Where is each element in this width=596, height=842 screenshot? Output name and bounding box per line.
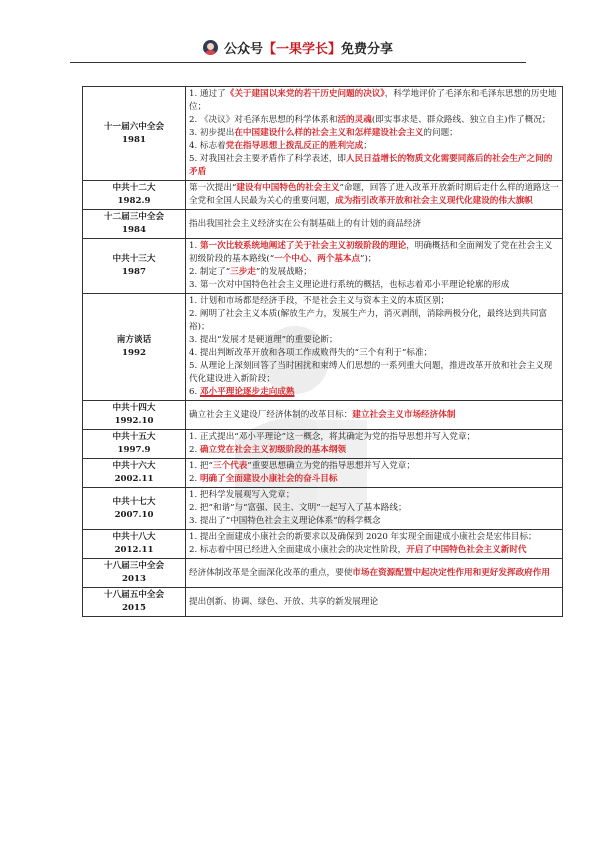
event-year: 2015 (122, 603, 146, 613)
history-table (82, 86, 563, 617)
content-cell (186, 559, 563, 588)
event-year: 2013 (122, 574, 146, 584)
event-cell (83, 530, 186, 559)
content-line (189, 531, 559, 544)
body-text: 第一次提出“ (189, 183, 237, 193)
event-cell (83, 239, 186, 294)
highlight-text: 开启了中国特色社会主义新时代 (406, 545, 527, 555)
body-text: 6. (189, 387, 200, 397)
body-text: 4. 提出判断改革开放和各项工作成败得失的“三个有利于”标准； (189, 348, 433, 358)
body-text: 4. 标志着 (189, 141, 226, 151)
content-line (189, 502, 559, 515)
event-name: 十二届三中全会 (103, 212, 165, 222)
event-name: 中共十三大 (112, 254, 156, 264)
body-text: 2. 阐明了社会主义本质(解放生产力，发展生产力，消灭剥削，消除两极分化，最终达到共同富裕)； (189, 309, 548, 332)
content-cell (186, 488, 563, 530)
header-highlight: 【一果学长】 (262, 41, 341, 57)
table-row (83, 530, 563, 559)
event-cell (83, 559, 186, 588)
highlight-text: 三步走 (230, 267, 256, 277)
event-cell (83, 87, 186, 181)
event-cell (83, 430, 186, 459)
table-row (83, 294, 563, 401)
highlight-text: 确立党在社会主义初级阶段的基本纲领 (199, 445, 347, 455)
event-year: 1981 (122, 134, 146, 145)
event-name: 中共十五大 (112, 432, 156, 442)
content-cell (186, 181, 563, 210)
event-name: 十一届六中全会 (103, 121, 165, 132)
content-cell (186, 294, 563, 401)
highlight-text: 建设有中国特色的社会主义 (236, 183, 340, 193)
body-text: 3. 提出“发展才是硬道理”的重要论断； (189, 335, 338, 345)
highlight-text: 《关于建国以来党的若干历史问题的决议》 (225, 89, 385, 99)
content-line (189, 460, 559, 473)
content-line (189, 347, 559, 360)
event-year: 2002.11 (114, 474, 154, 484)
event-year: 2007.10 (114, 509, 154, 520)
event-cell (83, 588, 186, 617)
body-text: 提出创新、协调、绿色、开放、共享的新发展理论 (189, 596, 379, 607)
event-cell (83, 294, 186, 401)
body-text: (即实事求是、群众路线、独立自主)作了概况； (371, 115, 551, 125)
highlight-text: 市场在资源配置中起决定性作用和更好发挥政府作用 (352, 567, 550, 578)
table-row (83, 430, 563, 459)
event-cell (83, 401, 186, 430)
content-cell (186, 210, 563, 239)
table-row (83, 488, 563, 530)
body-text: 1. 把“ (189, 461, 213, 471)
event-year: 1984 (122, 225, 146, 235)
event-name: 中共十八大 (112, 532, 156, 542)
event-year: 1992 (122, 348, 146, 358)
event-cell (83, 488, 186, 530)
content-line (189, 360, 559, 386)
body-text: ，科学地评价了毛泽东和毛泽东思想的历史地位； (189, 89, 557, 112)
body-text: 1. 通过了 (189, 89, 226, 99)
event-year: 2012.11 (114, 545, 154, 555)
content-cell (186, 239, 563, 294)
highlight-text: 人民日益增长的物质文化需要同落后的社会生产之间的矛盾 (189, 154, 553, 177)
table-row (83, 588, 563, 617)
table-row (83, 459, 563, 488)
body-text: ； (363, 141, 372, 151)
event-name: 中共十七大 (112, 496, 156, 507)
content-line (189, 88, 559, 114)
body-text: 3. 第一次对中国特色社会主义理论进行系统的概括，也标志着邓小平理论轮廓的形成 (189, 280, 510, 290)
body-text: 3. 初步提出 (189, 128, 235, 138)
content-line (189, 567, 559, 580)
content-line (189, 114, 559, 127)
body-text: ”命题，回答了进入改革开放新时期后走什么样的道路这一全党和全国人民最为关心的重要问题， (189, 183, 559, 206)
highlight-text: 一个中心、两个基本点 (274, 254, 361, 264)
event-year: 1982.9 (117, 196, 151, 206)
content-line (189, 218, 559, 231)
event-cell (83, 181, 186, 210)
event-year: 1997.9 (117, 445, 151, 455)
content-line (189, 153, 559, 179)
highlight-text: 成为指引改革开放和社会主义现代化建设的伟大旗帜 (335, 196, 533, 206)
avatar-icon (203, 40, 218, 55)
body-text: 2. 《决议》对毛泽东思想的科学体系和 (189, 115, 338, 125)
content-line (189, 596, 559, 609)
page-header (0, 36, 596, 58)
content-line (189, 240, 559, 266)
event-year: 1987 (122, 267, 146, 277)
content-line (189, 544, 559, 557)
body-text: 经济体制改革是全面深化改革的重点，要使 (189, 567, 353, 578)
body-text: 1. 正式提出“邓小平理论”这一概念，将其确定为党的指导思想并写入党章； (189, 432, 476, 442)
content-cell (186, 87, 563, 181)
highlight-text: 明确了全面建设小康社会的奋斗目标 (199, 474, 338, 484)
highlight-text: 第一次比较系统地阐述了关于社会主义初级阶段的理论 (199, 241, 407, 251)
body-text: 5. 对我国社会主要矛盾作了科学表述，即 (189, 154, 347, 164)
header-suffix: 免费分享 (341, 41, 394, 57)
body-text: 5. 从理论上深刻回答了当时困扰和束缚人们思想的一系列重大问题，推进改革开放和社会主义现代化建设进入新阶段； (189, 361, 553, 384)
body-text: 3. 提出了“中国特色社会主义理论体系”的科学概念 (189, 516, 381, 526)
content-line (189, 266, 559, 279)
body-text: 2. 标志着中国已经进入全面建成小康社会的决定性阶段， (189, 545, 407, 555)
content-line (189, 334, 559, 347)
content-line (189, 182, 559, 208)
event-name: 中共十四大 (112, 403, 156, 413)
content-cell (186, 401, 563, 430)
highlight-text: 建立社会主义市场经济体制 (352, 409, 456, 420)
event-name: 中共十二大 (112, 183, 156, 193)
event-name: 南方谈话 (116, 335, 152, 345)
highlight-text: 活的灵魂 (337, 115, 372, 125)
content-line (189, 308, 559, 334)
body-text: 2. (189, 474, 200, 484)
content-line (189, 386, 559, 399)
body-text: ，明确概括和全面阐发了党在社会主义初级阶段的基本路线(“ (189, 241, 553, 264)
content-cell (186, 430, 563, 459)
header-divider (70, 62, 526, 63)
highlight-text: 党在指导思想上拨乱反正的胜利完成 (225, 141, 364, 151)
body-text: 2. (189, 445, 200, 455)
event-cell (83, 459, 186, 488)
content-line (189, 515, 559, 528)
content-line (189, 279, 559, 292)
body-text: 1. 把科学发展观写入党章； (189, 490, 295, 500)
header-prefix: 公众号 (223, 41, 263, 57)
content-line (189, 409, 559, 422)
body-text: 1. (189, 241, 200, 251)
content-cell (186, 588, 563, 617)
content-cell (186, 459, 563, 488)
body-text: 1. 提出全面建成小康社会的新要求以及确保到 2020 年实现全面建成小康社会是宏伟目标； (189, 532, 537, 542)
body-text: ”)； (360, 254, 377, 264)
body-text: ”重要思想确立为党的指导思想并写入党章； (247, 461, 415, 471)
table-row (83, 181, 563, 210)
event-cell (83, 210, 186, 239)
content-line (189, 431, 559, 444)
body-text: 的问题； (423, 128, 458, 138)
content-line (189, 489, 559, 502)
highlight-text: 邓小平理论逐步走向成熟 (199, 387, 295, 397)
table-row (83, 210, 563, 239)
content-line (189, 444, 559, 457)
table-row (83, 401, 563, 430)
event-name: 中共十六大 (112, 461, 156, 471)
table-row (83, 239, 563, 294)
body-text: 2. 制定了“ (189, 267, 231, 277)
table-row (83, 559, 563, 588)
body-text: 1. 计划和市场都是经济手段，不是社会主义与资本主义的本质区别； (189, 296, 450, 306)
body-text: 2. 把“和谐”与“富强、民主、文明”一起写入了基本路线； (189, 503, 407, 513)
event-year: 1992.10 (114, 416, 154, 426)
event-name: 十八届五中全会 (103, 590, 165, 600)
highlight-text: 在中国建设什么样的社会主义和怎样建设社会主义 (234, 128, 424, 138)
content-line (189, 140, 559, 153)
body-text: 指出我国社会主义经济实在公有制基础上的有计划的商品经济 (189, 218, 422, 229)
content-line (189, 295, 559, 308)
body-text: 确立社会主义建设厂经济体制的改革目标： (189, 409, 353, 420)
body-text: ”的发展战略； (255, 267, 312, 277)
table-row (83, 87, 563, 181)
content-line (189, 127, 559, 140)
content-cell (186, 530, 563, 559)
content-line (189, 473, 559, 486)
highlight-text: 三个代表 (212, 461, 248, 471)
event-name: 十八届三中全会 (103, 561, 165, 571)
